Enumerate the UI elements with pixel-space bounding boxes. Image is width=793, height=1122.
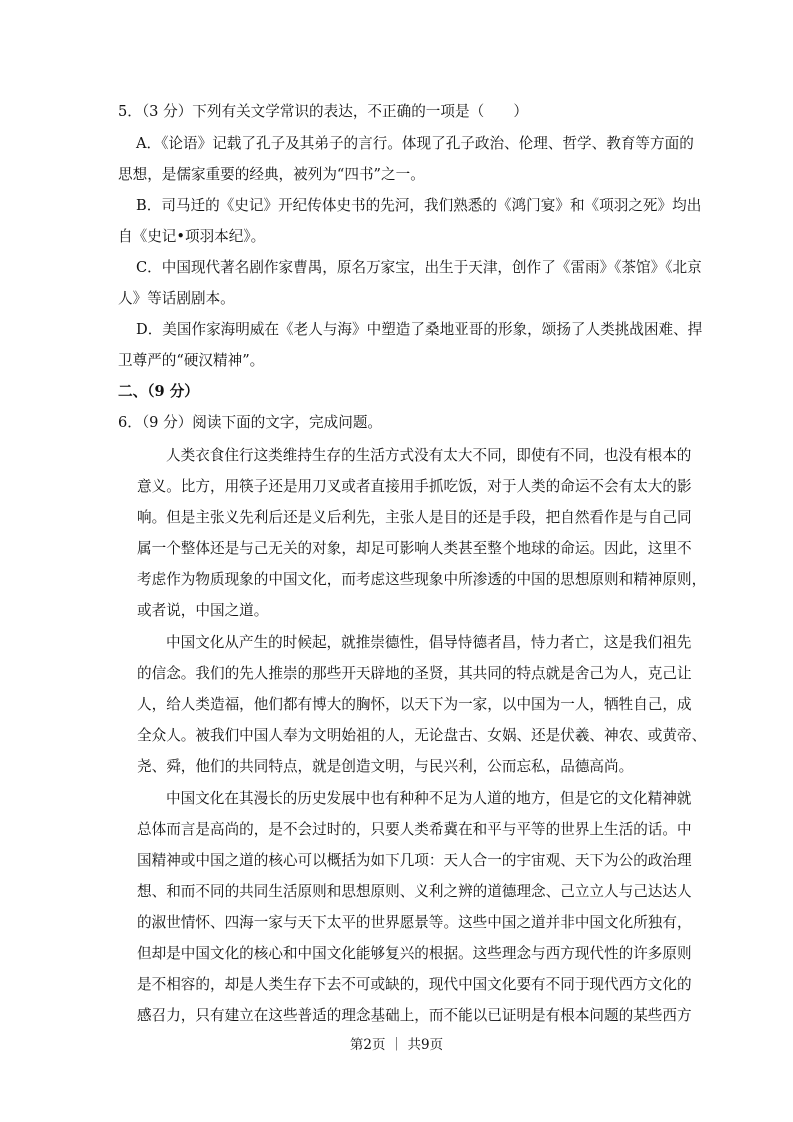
q6-p3-line: 中国文化在其漫长的历史发展中也有种种不足为人道的地方，但是它的文化精神就 <box>166 790 692 807</box>
q6-p2-line: 全众人。被我们中国人奉为文明始祖的人，无论盘古、女娲、还是伏羲、神农、或黄帝、 <box>137 727 707 744</box>
q6-p1-line: 人类衣食住行这类维持生存的生活方式没有太大不同，即使有不同，也没有根本的 <box>166 447 692 464</box>
q5-option-c-line1: C．中国现代著名剧作家曹禺，原名万家宝，出生于天津，创作了《雷雨》《茶馆》《北京 <box>136 259 702 276</box>
q6-p1-line: 属一个整体还是与己无关的对象，却足可影响人类甚至整个地球的命运。因此，这里不 <box>137 540 692 557</box>
q6-p3-line: 国精神或中国之道的核心可以概括为如下几项：天人合一的宇宙观、天下为公的政治理 <box>137 852 692 869</box>
section-2-title: 二、（9 分） <box>118 383 199 400</box>
q5-stem: 5．（3 分）下列有关文学常识的表达，不正确的一项是（ ） <box>118 103 528 120</box>
q6-p3-line: 感召力，只有建立在这些普适的理念基础上，而不能以已证明是有根本问题的某些西方 <box>137 1007 692 1024</box>
q5-option-d-line1: D．美国作家海明威在《老人与海》中塑造了桑地亚哥的形象，颂扬了人类挑战困难、捍 <box>136 321 703 338</box>
q5-option-c-line2: 人》等话剧剧本。 <box>118 290 235 307</box>
q5-option-b-line1: B．司马迁的《史记》开纪传体史书的先河，我们熟悉的《鸿门宴》和《项羽之死》均出 <box>136 197 702 214</box>
q6-p2-line: 人，给人类造福，他们都有博大的胸怀，以天下为一家，以中国为一人，牺牲自己，成 <box>137 696 692 713</box>
q6-p1-line: 考虑作为物质现象的中国文化，而考虑这些现象中所渗透的中国的思想原则和精神原则， <box>137 571 707 588</box>
q6-p2-line: 尧、舜，他们的共同特点，就是创造文明，与民兴利，公而忘私，品德高尚。 <box>137 758 634 775</box>
q6-p3-line: 总体而言是高尚的，是不会过时的，只要人类希冀在和平与平等的世界上生活的话。中 <box>137 821 692 838</box>
q6-p3-line: 想、和而不同的共同生活原则和思想原则、义利之辨的道德理念、己立立人与己达达人 <box>137 883 692 900</box>
q6-p3-line: 是不相容的，却是人类生存下去不可或缺的，现代中国文化要有不同于现代西方文化的 <box>137 976 692 993</box>
q6-p1-line: 或者说，中国之道。 <box>137 602 269 619</box>
page-footer: 第2页 ｜ 共9页 <box>349 1037 444 1053</box>
q5-option-d-line2: 卫尊严的“硬汉精神”。 <box>118 352 265 369</box>
q5-option-b-line2: 自《史记•项羽本纪》。 <box>118 228 266 245</box>
q5-option-a-line2: 思想，是儒家重要的经典，被列为“四书”之一。 <box>118 166 425 183</box>
q5-option-a-line1: A．《论语》记载了孔子及其弟子的言行。体现了孔子政治、伦理、哲学、教育等方面的 <box>136 135 694 152</box>
q6-p3-line: 但却是中国文化的核心和中国文化能够复兴的根据。这些理念与西方现代性的许多原则 <box>137 945 692 962</box>
q6-stem: 6．（9 分）阅读下面的文字，完成问题。 <box>118 414 383 431</box>
q6-p3-line: 的淑世情怀、四海一家与天下太平的世界愿景等。这些中国之道并非中国文化所独有， <box>137 914 692 931</box>
q6-p2-line: 的信念。我们的先人推崇的那些开天辟地的圣贤，其共同的特点就是舍己为人，克己让 <box>137 665 692 682</box>
q6-p2-line: 中国文化从产生的时候起，就推崇德性，倡导恃德者昌，恃力者亡，这是我们祖先 <box>166 634 692 651</box>
q6-p1-line: 响。但是主张义先利后还是义后利先，主张人是目的还是手段，把自然看作是与自己同 <box>137 509 692 526</box>
q6-p1-line: 意义。比方，用筷子还是用刀叉或者直接用手抓吃饭，对于人类的命运不会有太大的影 <box>137 478 692 495</box>
